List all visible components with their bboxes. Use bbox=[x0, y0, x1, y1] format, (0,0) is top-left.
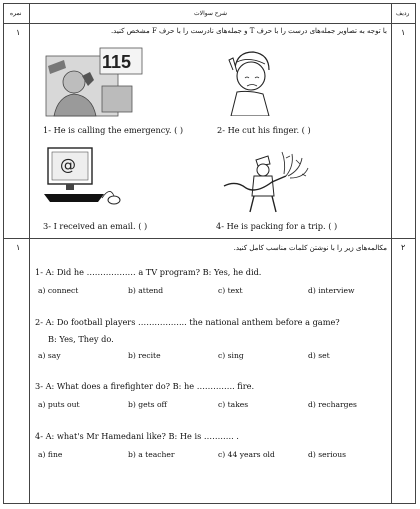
q2-item-4-question: 4- A: what's Mr Hamedani like? B: He is ……….. . bbox=[35, 431, 239, 441]
q2-item-2-option-b: b) recite bbox=[128, 351, 161, 360]
sign-number: 115 bbox=[102, 52, 132, 72]
q2-item-4-option-a: a) fine bbox=[38, 450, 63, 459]
header-score: نمره bbox=[10, 10, 22, 17]
q2-item-3-question: 3- A: What does a firefighter do? B: he ………….. fire. bbox=[35, 381, 255, 391]
q2-item-3-option-a: a) puts out bbox=[38, 400, 80, 409]
svg-text:@: @ bbox=[60, 155, 76, 174]
exam-sheet bbox=[3, 3, 416, 504]
q2-item-2-option-d: d) set bbox=[308, 351, 330, 360]
q2-item-1-question: 1- A: Did he ……………… a TV program? B: Yes, he did. bbox=[35, 267, 262, 277]
q2-score: ۱ bbox=[16, 243, 21, 252]
header-row: ردیف bbox=[396, 10, 410, 17]
q1-item-3: 3- I received an email. ( ) bbox=[43, 221, 148, 231]
q2-item-3-option-c: c) takes bbox=[218, 400, 249, 409]
q1-score: ۱ bbox=[16, 28, 21, 37]
q2-item-2-option-c: c) sing bbox=[218, 351, 244, 360]
q1-item-2: 2- He cut his finger. ( ) bbox=[217, 125, 311, 135]
row-column-divider bbox=[391, 4, 392, 503]
emergency-call-picture bbox=[44, 46, 144, 122]
q2-item-3-option-d: d) recharges bbox=[308, 400, 357, 409]
q2-item-2-question: 2- A: Do football players ……………... the national anthem before a game? bbox=[35, 317, 340, 327]
q1-item-1: 1- He is calling the emergency. ( ) bbox=[43, 125, 184, 135]
q2-item-1-option-a: a) connect bbox=[38, 286, 79, 295]
q2-item-4-option-d: d) serious bbox=[308, 450, 347, 459]
q2-item-2-option-a: a) say bbox=[38, 351, 61, 360]
email-computer-picture bbox=[44, 146, 124, 210]
q1-row-number: ۱ bbox=[401, 28, 406, 37]
q2-item-1-option-b: b) attend bbox=[128, 286, 164, 295]
q2-instruction: مکالمه‌های زیر را با نوشتن کلمات مناسب کامل کنید. bbox=[233, 244, 387, 252]
header-questions: شرح سوالات bbox=[194, 10, 227, 17]
score-column-divider bbox=[29, 4, 30, 503]
table-header bbox=[4, 4, 415, 24]
q2-item-4-option-b: b) a teacher bbox=[128, 450, 175, 459]
q2-item-3-option-b: b) gets off bbox=[128, 400, 167, 409]
q2-item-1-option-c: c) text bbox=[218, 286, 243, 295]
q1-instruction: با توجه به تصاویر جمله‌های درست را با حرف T و جمله‌های نادرست را با حرف F مشخص کنید. bbox=[110, 27, 387, 35]
q2-row-number: ۲ bbox=[401, 243, 406, 252]
q1-item-4: 4- He is packing for a trip. ( ) bbox=[216, 221, 338, 231]
cut-finger-picture bbox=[219, 46, 279, 116]
q2-item-4-option-c: c) 44 years old bbox=[218, 450, 275, 459]
row-separator bbox=[4, 238, 415, 239]
q2-item-2-answer-line: B: Yes, They do. bbox=[48, 334, 114, 344]
q2-item-1-option-d: d) interview bbox=[308, 286, 355, 295]
firefighter-picture bbox=[216, 146, 312, 214]
